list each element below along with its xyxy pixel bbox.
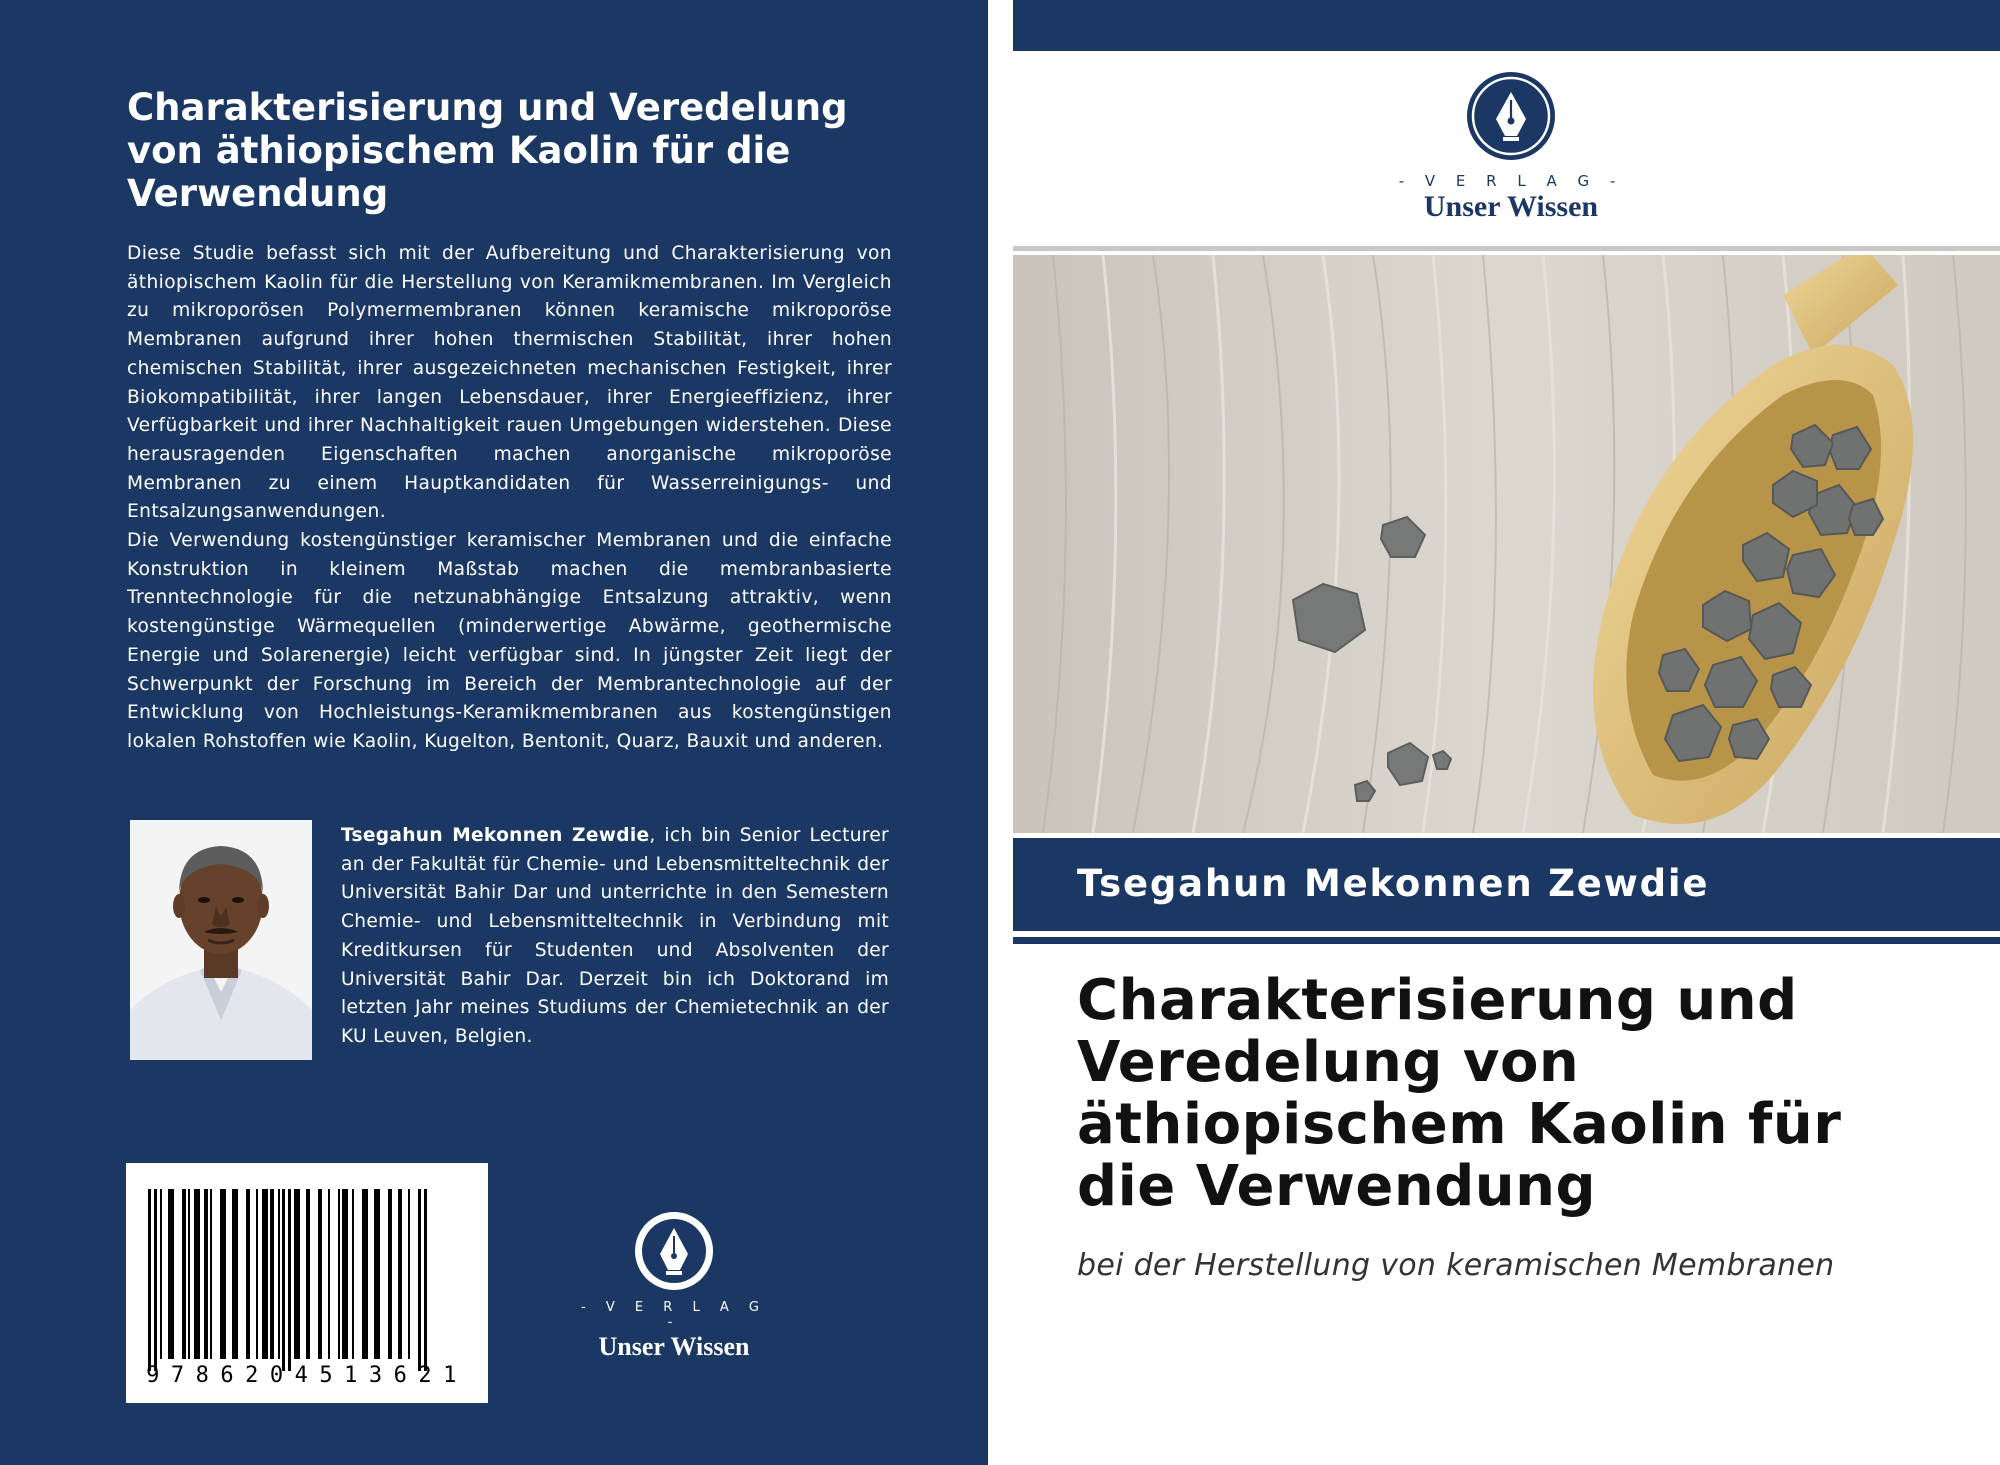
back-logo-name: Unser Wissen — [598, 1332, 750, 1361]
barcode-bar — [338, 1189, 340, 1359]
barcode-bar — [270, 1189, 274, 1359]
back-cover-blurb — [127, 240, 892, 757]
cover-photo-kaolin-scoop — [1013, 255, 2000, 833]
barcode-bar — [204, 1189, 208, 1359]
barcode-bar — [374, 1189, 380, 1359]
front-cover-subtitle: bei der Herstellung von keramischen Membranen — [1077, 1248, 1835, 1283]
front-cover — [1013, 0, 2000, 1465]
barcode-bar — [306, 1189, 310, 1359]
barcode-bar — [160, 1189, 162, 1359]
barcode-bar — [148, 1189, 151, 1371]
barcode-bar — [318, 1189, 322, 1359]
front-author-name: Tsegahun Mekonnen Zewdie — [1077, 862, 1710, 905]
barcode-bar — [342, 1189, 348, 1359]
author-bio-name: Tsegahun Mekonnen Zewdie — [341, 825, 650, 846]
barcode-bar — [256, 1189, 258, 1359]
pen-nib-seal-icon — [1465, 70, 1557, 162]
author-portrait — [130, 820, 312, 1060]
photo-top-rule — [1013, 246, 2000, 251]
barcode-bar — [232, 1189, 238, 1359]
barcode-bar — [194, 1189, 200, 1359]
barcode-bar — [262, 1189, 268, 1359]
author-band-rule — [1013, 937, 2000, 944]
front-top-bar — [1013, 0, 2000, 51]
barcode-bar — [294, 1189, 300, 1359]
barcode-bar — [246, 1189, 250, 1359]
back-logo-verlag-label: - V E R L A G - — [581, 1300, 767, 1330]
author-portrait-icon — [130, 820, 312, 1060]
spine — [988, 0, 1013, 1465]
author-bio — [341, 822, 889, 1052]
front-logo-name: Unser Wissen — [1423, 190, 1599, 223]
barcode-bar — [278, 1189, 280, 1359]
barcode-bar — [210, 1189, 212, 1359]
barcode-bar — [418, 1189, 421, 1371]
isbn-barcode — [126, 1163, 488, 1403]
barcode-bar — [408, 1189, 410, 1359]
front-logo-verlag-label: - V E R L A G - — [1398, 172, 1624, 190]
back-cover — [0, 0, 988, 1465]
barcode-bar — [282, 1189, 285, 1371]
barcode-bar — [328, 1189, 330, 1359]
barcode-bar — [424, 1189, 427, 1371]
barcode-bar — [168, 1189, 174, 1359]
barcode-bar — [220, 1189, 226, 1359]
front-cover-title: Charakterisierung und Veredelung von äthiopischem Kaolin für die Verwendung — [1077, 968, 1842, 1219]
barcode-bar — [352, 1189, 354, 1359]
blurb-paragraph-1: Diese Studie befasst sich mit der Aufbereitung und Charakterisierung von äthiopischem Kaolin für die Herstellung von Keramikmembranen. Im Vergleich zu mikroporösen Polymermembranen können keramische mikroporöse Membranen aufgrund ihrer hohen thermischen Stabilität, ihrer hohen chemischen Stabilität, ihrer ausgezeichneten mechanischen Festigkeit, ihrer Biokompatibilität, ihrer langen Lebensdauer, ihrer Energieeffizienz, ihrer Verfügbarkeit und ihrer Nachhaltigkeit rauen Umgebungen widerstehen. Diese herausragenden Eigenschaften machen anorganische mikroporöse Membranen zu einem Hauptkandidaten für Wasserreinigungs- und Entsalzungsanwendungen. — [127, 243, 892, 523]
barcode-bar — [388, 1189, 392, 1359]
back-cover-title: Charakterisierung und Veredelung von äthiopischem Kaolin für die Verwendung — [127, 86, 848, 215]
author-bio-text: , ich bin Senior Lecturer an der Fakultät für Chemie- und Lebensmitteltechnik der Universität Bahir Dar und unterrichte in den Semestern Chemie- und Lebensmitteltechnik in Verbindung mit Kreditkursen für Studenten und Absolventen der Universität Bahir Dar. Derzeit bin ich Doktorand im letzten Jahr meines Studiums der Chemietechnik an der KU Leuven, Belgien. — [341, 825, 889, 1047]
isbn-digits: 9786204513621 — [146, 1363, 468, 1388]
back-publisher-logo — [578, 1210, 770, 1361]
kaolin-scoop-photo-icon — [1013, 255, 2000, 833]
blurb-paragraph-2: Die Verwendung kostengünstiger keramischer Membranen und die einfache Konstruktion in kleinem Maßstab machen die membranbasierte Trenntechnologie für die netzunabhängige Entsalzung attraktiv, wenn kostengünstige Wärmequellen (minderwertige Abwärme, geothermische Energie und Solarenergie) leicht verfügbar sind. In jüngster Zeit liegt der Schwerpunkt der Forschung im Bereich der Membrantechnologie auf der Entwicklung von Hochleistungs-Keramikmembranen aus kostengünstigen lokalen Rohstoffen wie Kaolin, Kugelton, Bentonit, Quarz, Bauxit und anderen. — [127, 530, 892, 752]
barcode-bar — [188, 1189, 190, 1359]
barcode-bar — [398, 1189, 402, 1359]
barcode-bar — [288, 1189, 291, 1371]
barcode-bar — [362, 1189, 368, 1359]
barcode-bar — [154, 1189, 157, 1371]
pen-nib-seal-icon — [633, 1210, 715, 1292]
front-author-band — [1013, 838, 2000, 931]
front-publisher-logo — [1366, 70, 1656, 225]
barcode-bar — [182, 1189, 186, 1359]
